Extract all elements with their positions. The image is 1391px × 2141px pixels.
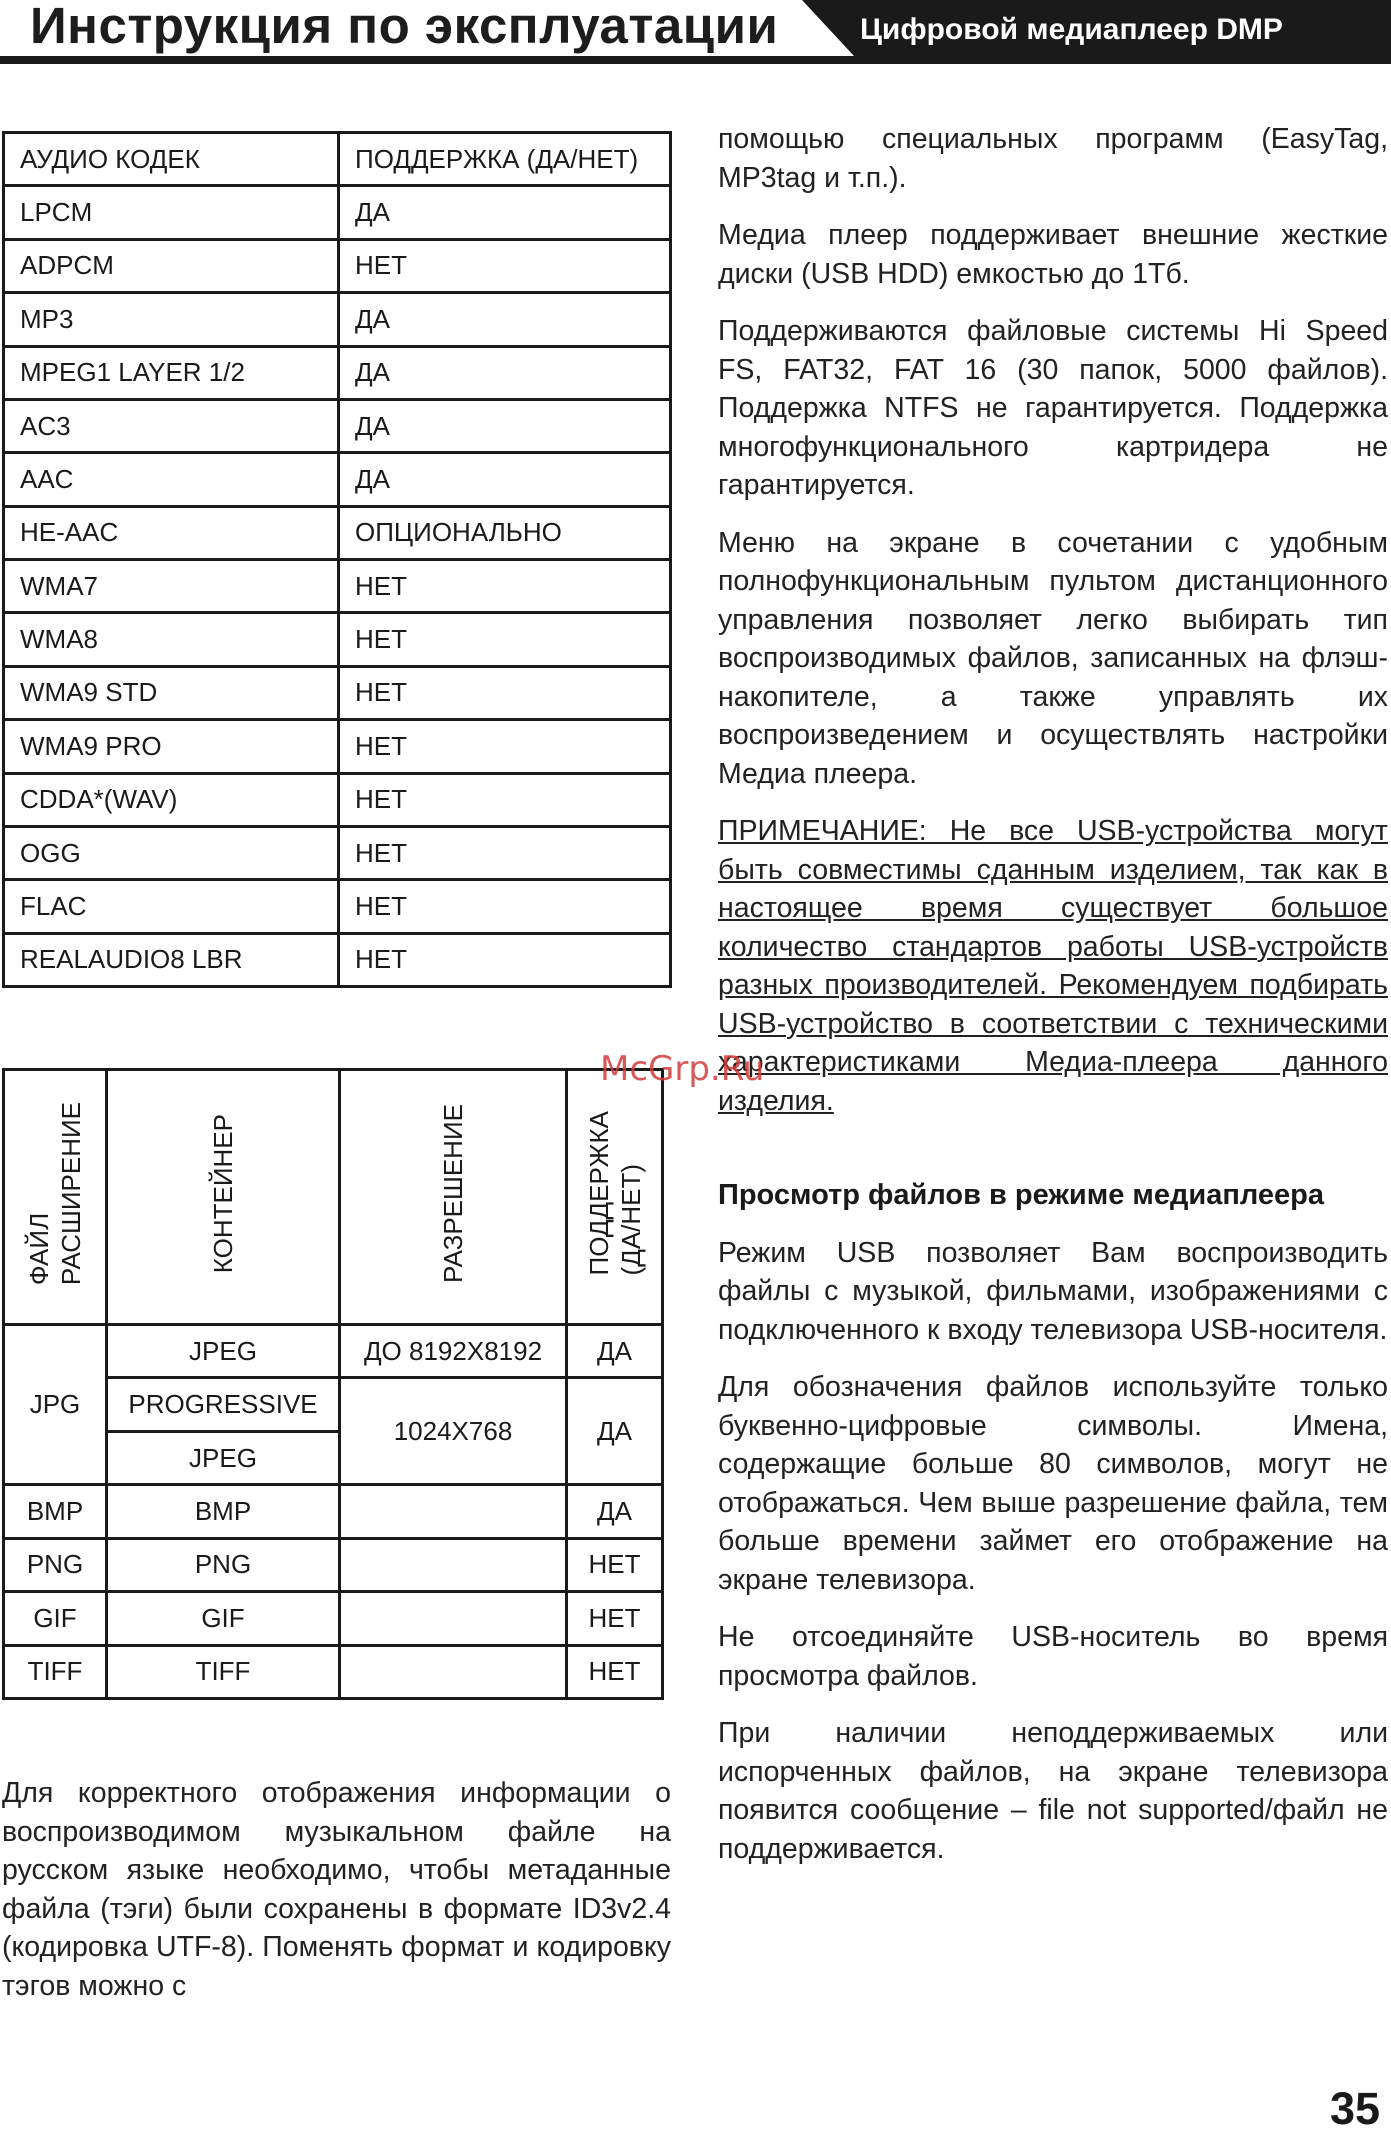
cell-codec: FLAC <box>4 880 339 933</box>
paragraph-filesystems: Поддерживаются файловые системы Hi Speed FS, FAT32, FAT 16 (30 папок, 5000 файлов). Поддержка NTFS не гарантируется. Поддержка многофункционального картридера не гарантируется. <box>718 315 1388 501</box>
table-row <box>4 506 671 559</box>
table-row <box>4 1645 663 1698</box>
tags-paragraph: Для корректного отображения информации о воспроизводимом музыкальном файле на русском языке необходимо, чтобы метаданные файла (тэги) были сохранены в формате ID3v2.4 (кодировка UTF-8). Поменять формат и кодировку тэгов можно с <box>2 1777 671 2002</box>
header-cell-resolution <box>340 1070 567 1325</box>
header-support-line1: ПОДДЕРЖКА <box>583 1111 614 1276</box>
cell-codec: REALAUDIO8 LBR <box>4 933 339 986</box>
table-header-row <box>4 1070 663 1325</box>
cell-container: TIFF <box>107 1645 340 1698</box>
cell-codec: OGG <box>4 826 339 879</box>
cell-ext: BMP <box>4 1485 107 1538</box>
cell-ext: GIF <box>4 1592 107 1645</box>
cell-support: НЕТ <box>567 1592 663 1645</box>
cell-ext: TIFF <box>4 1645 107 1698</box>
cell-support: ДА <box>567 1378 663 1485</box>
header-cell-support: ПОДДЕРЖКА (ДА/НЕТ) <box>339 133 671 186</box>
table-row <box>4 1325 663 1378</box>
cell-resolution <box>340 1485 567 1538</box>
header-cell-container <box>107 1070 340 1325</box>
cell-resolution <box>340 1592 567 1645</box>
table-header-row <box>4 133 671 186</box>
table-row <box>4 1592 663 1645</box>
cell-codec: CDDA*(WAV) <box>4 773 339 826</box>
cell-codec: AC3 <box>4 399 339 452</box>
cell-support: ДА <box>339 453 671 506</box>
cell-resolution <box>340 1645 567 1698</box>
cell-resolution <box>340 1538 567 1591</box>
paragraph-tag-tools: помощью специальных программ (EasyTag, MP3tag и т.п.). <box>718 123 1388 194</box>
table-row <box>4 880 671 933</box>
table-row <box>4 1538 663 1591</box>
table-row <box>4 399 671 452</box>
cell-codec: MP3 <box>4 293 339 346</box>
note-paragraph: ПРИМЕЧАНИЕ: Не все USB-устройства могут быть совместимы сданным изделием, так как в настоящее время существует большое количество стандартов работы USB-устройств разных производителей. Рекомендуем подбирать USB-устройство в соответствии с техническими характеристиками Медиа-плеера данного изделия. <box>718 815 1388 1117</box>
cell-container-line1: PROGRESSIVE <box>107 1378 340 1431</box>
header-ext-line1: ФАЙЛ <box>24 1212 54 1286</box>
table-row <box>4 1485 663 1538</box>
cell-support: ДА <box>567 1325 663 1378</box>
cell-support: НЕТ <box>339 239 671 292</box>
cell-container: JPEG <box>107 1325 340 1378</box>
cell-support: НЕТ <box>339 933 671 986</box>
header-cell-support <box>567 1070 663 1325</box>
cell-ext: JPG <box>4 1325 107 1485</box>
table-row <box>4 720 671 773</box>
cell-support: НЕТ <box>339 666 671 719</box>
cell-codec: AAC <box>4 453 339 506</box>
cell-codec: MPEG1 LAYER 1/2 <box>4 346 339 399</box>
cell-container: PNG <box>107 1538 340 1591</box>
cell-support: ДА <box>339 186 671 239</box>
header-cell-extension <box>4 1070 107 1325</box>
paragraph-filenames: Для обозначения файлов используйте только буквенно-цифровые символы. Имена, содержащие больше 80 символов, могут не отображаться. Чем выше разрешение файла, тем больше времени займет его отображение на экране телевизора. <box>718 1371 1388 1596</box>
cell-container: GIF <box>107 1592 340 1645</box>
cell-codec: ADPCM <box>4 239 339 292</box>
paragraph-usb-mode: Режим USB позволяет Вам воспроизводить файлы с музыкой, фильмами, изображениями с подключенного к входу телевизора USB-носителя. <box>718 1236 1388 1346</box>
header-cell-codec: АУДИО КОДЕК <box>4 133 339 186</box>
cell-support: ДА <box>339 399 671 452</box>
cell-support: ОПЦИОНАЛЬНО <box>339 506 671 559</box>
audio-codec-table-body <box>4 133 671 987</box>
table-row <box>4 560 671 613</box>
header-ext-line2: РАСШИРЕНИЕ <box>56 1101 86 1286</box>
cell-support: НЕТ <box>339 880 671 933</box>
cell-ext: PNG <box>4 1538 107 1591</box>
paragraph-hdd: Медиа плеер поддерживает внешние жесткие диски (USB HDD) емкостью до 1Тб. <box>718 219 1388 290</box>
right-column <box>718 120 1388 1887</box>
table-row <box>4 239 671 292</box>
paragraph-disconnect: Не отсоединяйте USB-носитель во время просмотра файлов. <box>718 1621 1388 1692</box>
cell-support: ДА <box>567 1485 663 1538</box>
section-heading: Просмотр файлов в режиме медиаплеера <box>718 1179 1324 1211</box>
cell-support: ДА <box>339 346 671 399</box>
table-row <box>4 186 671 239</box>
cell-support: ДА <box>339 293 671 346</box>
cell-support: НЕТ <box>567 1538 663 1591</box>
cell-support: НЕТ <box>339 826 671 879</box>
cell-container-line2: JPEG <box>107 1431 340 1484</box>
table-row <box>4 933 671 986</box>
cell-resolution: 1024X768 <box>340 1378 567 1485</box>
table-row <box>4 826 671 879</box>
manual-title: Инструкция по эксплуатации <box>30 0 779 54</box>
header-resolution-label: РАЗРЕШЕНИЕ <box>438 1103 468 1284</box>
cell-support: НЕТ <box>339 773 671 826</box>
cell-support: НЕТ <box>339 560 671 613</box>
image-format-table <box>2 1068 664 1700</box>
cell-support: НЕТ <box>339 613 671 666</box>
product-subtitle: Цифровой медиаплеер DMP <box>860 13 1283 46</box>
watermark: McGrp.Ru <box>600 1049 765 1089</box>
cell-container: BMP <box>107 1485 340 1538</box>
cell-codec: HE-AAC <box>4 506 339 559</box>
header-rule <box>0 56 1391 64</box>
table-row <box>4 773 671 826</box>
header-container-label: КОНТЕЙНЕР <box>208 1113 238 1274</box>
table-row <box>4 293 671 346</box>
cell-codec: WMA7 <box>4 560 339 613</box>
cell-codec: WMA8 <box>4 613 339 666</box>
cell-codec: LPCM <box>4 186 339 239</box>
table-row <box>4 666 671 719</box>
paragraph-menu: Меню на экране в сочетании с удобным полнофункциональным пультом дистанционного управления позволяет легко выбирать тип воспроизводимых файлов, записанных на флэш-накопителе, а также управлять их воспроизведением и осуществлять настройки Медиа плеера. <box>718 526 1388 790</box>
cell-support: НЕТ <box>339 720 671 773</box>
paragraph-unsupported: При наличии неподдерживаемых или испорченных файлов, на экране телевизора появится сообщение – file not supported/файл не поддерживается. <box>718 1717 1388 1865</box>
table-row <box>4 613 671 666</box>
page-number: 35 <box>1330 2083 1381 2134</box>
table-row <box>4 453 671 506</box>
cell-support: НЕТ <box>567 1645 663 1698</box>
audio-codec-table <box>2 131 672 988</box>
table-row <box>4 346 671 399</box>
header-support-line2: (ДА/НЕТ) <box>615 1164 646 1276</box>
cell-resolution: ДО 8192X8192 <box>340 1325 567 1378</box>
cell-codec: WMA9 PRO <box>4 720 339 773</box>
cell-codec: WMA9 STD <box>4 666 339 719</box>
